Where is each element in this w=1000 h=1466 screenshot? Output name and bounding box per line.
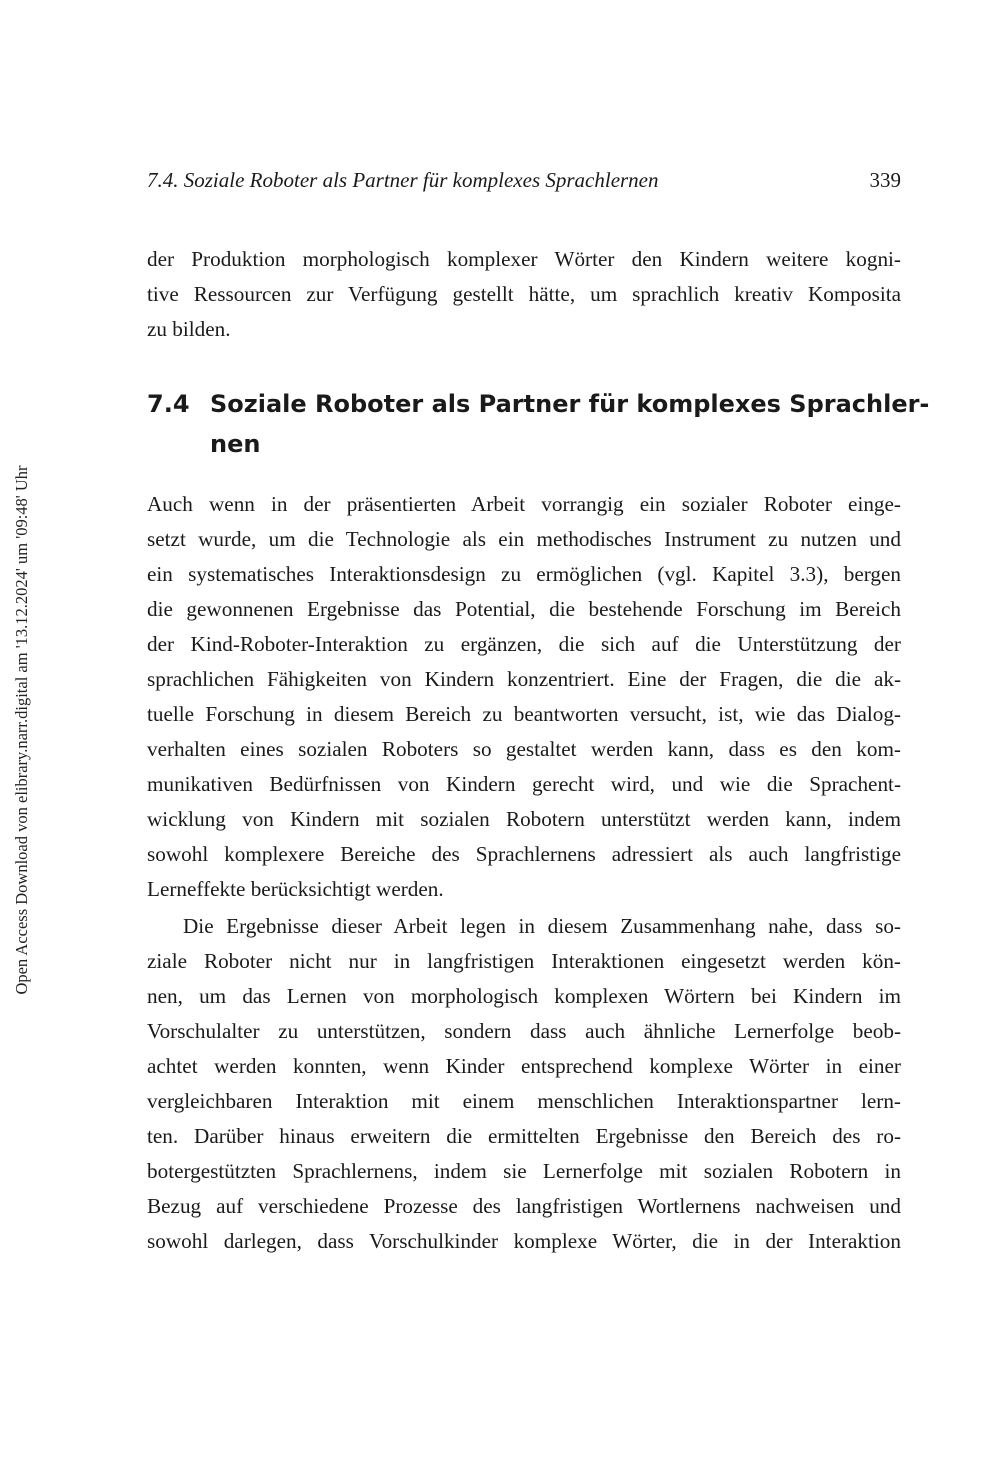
section-title-line-2: nen <box>210 430 261 458</box>
text-line: sprachlichen Fähigkeiten von Kindern konzentriert. Eine der Fragen, die die ak- <box>147 667 901 691</box>
text-line: setzt wurde, um die Technologie als ein methodisches Instrument zu nutzen und <box>147 527 901 551</box>
text-line: nen, um das Lernen von morphologisch komplexen Wörtern bei Kindern im <box>147 984 901 1008</box>
text-line: sowohl darlegen, dass Vorschulkinder komplexe Wörter, die in der Interaktion <box>147 1229 901 1253</box>
section-number: 7.4 <box>147 390 190 418</box>
text-line: Bezug auf verschiedene Prozesse des langfristigen Wortlernens nachweisen und <box>147 1194 901 1218</box>
text-line: zu bilden. <box>147 317 231 341</box>
running-head <box>147 168 901 198</box>
text-line: sowohl komplexere Bereiche des Sprachlernens adressiert als auch langfristige <box>147 842 901 866</box>
running-head-title: 7.4. Soziale Roboter als Partner für komplexes Sprachlernen <box>147 168 659 192</box>
text-line: ziale Roboter nicht nur in langfristigen Interaktionen eingesetzt werden kön- <box>147 949 901 973</box>
section-heading <box>147 384 930 424</box>
section-title-line-1: Soziale Roboter als Partner für komplexes Sprachler- <box>210 390 930 418</box>
download-watermark-text: Open Access Download von elibrary.narr.digital am '13.12.2024' um '09:48' Uhr <box>12 465 31 995</box>
text-line: der Kind-Roboter-Interaktion zu ergänzen, die sich auf die Unterstützung der <box>147 632 901 656</box>
section-heading-continued <box>147 424 901 464</box>
text-line: tive Ressourcen zur Verfügung gestellt hätte, um sprachlich kreativ Komposita <box>147 282 901 306</box>
page-number: 339 <box>869 168 901 192</box>
text-line: munikativen Bedürfnissen von Kindern gerecht wird, und wie die Sprachent- <box>147 772 901 796</box>
text-line: botergestützten Sprachlernens, indem sie Lernerfolge mit sozialen Robotern in <box>147 1159 901 1183</box>
text-line: ein systematisches Interaktionsdesign zu ermöglichen (vgl. Kapitel 3.3), bergen <box>147 562 901 586</box>
text-line: tuelle Forschung in diesem Bereich zu beantworten versucht, ist, wie das Dialog- <box>147 702 901 726</box>
text-line: ten. Darüber hinaus erweitern die ermittelten Ergebnisse den Bereich des ro- <box>147 1124 901 1148</box>
text-line: achtet werden konnten, wenn Kinder entsprechend komplexe Wörter in einer <box>147 1054 901 1078</box>
text-line: verhalten eines sozialen Roboters so gestaltet werden kann, dass es den kom- <box>147 737 901 761</box>
text-line: Lerneffekte berücksichtigt werden. <box>147 877 444 901</box>
text-line: wicklung von Kindern mit sozialen Robotern unterstützt werden kann, indem <box>147 807 901 831</box>
text-line: Auch wenn in der präsentierten Arbeit vorrangig ein sozialer Roboter einge- <box>147 492 901 516</box>
text-line: Vorschulalter zu unterstützen, sondern dass auch ähnliche Lernerfolge beob- <box>147 1019 901 1043</box>
text-line: die gewonnenen Ergebnisse das Potential, die bestehende Forschung im Bereich <box>147 597 901 621</box>
text-line: vergleichbaren Interaktion mit einem menschlichen Interaktionspartner lern- <box>147 1089 901 1113</box>
text-line: der Produktion morphologisch komplexer Wörter den Kindern weitere kogni- <box>147 247 901 271</box>
text-line: Die Ergebnisse dieser Arbeit legen in diesem Zusammenhang nahe, dass so- <box>183 914 901 938</box>
